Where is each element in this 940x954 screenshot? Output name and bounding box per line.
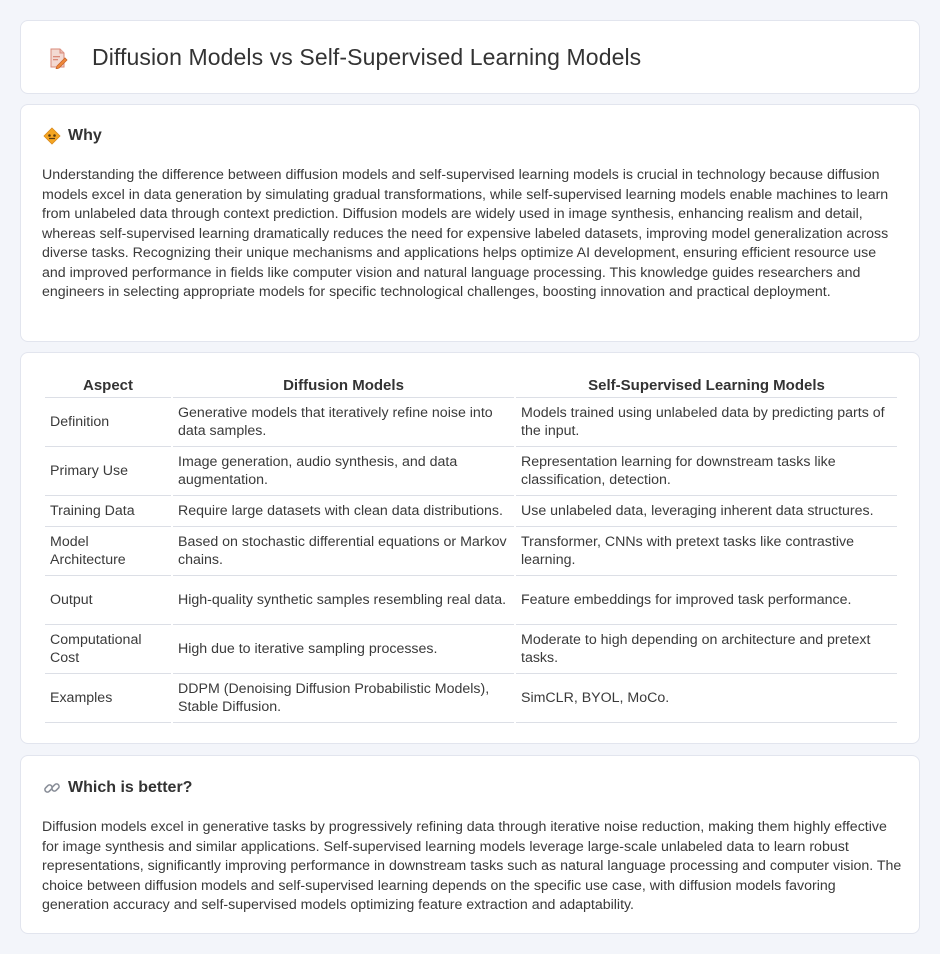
- aspect-cell: Examples: [45, 674, 171, 723]
- aspect-cell: Output: [45, 576, 171, 625]
- document-pencil-icon: [47, 47, 69, 69]
- title-card: [20, 20, 920, 94]
- which-is-better-section: [20, 755, 920, 934]
- self-supervised-cell: Transformer, CNNs with pretext tasks like contrastive learning.: [516, 527, 897, 576]
- table-row: [45, 625, 897, 674]
- why-heading: Why: [68, 127, 102, 144]
- aspect-cell: Definition: [45, 398, 171, 447]
- diffusion-cell: Generative models that iteratively refine noise into data samples.: [173, 398, 514, 447]
- diffusion-cell: High due to iterative sampling processes.: [173, 625, 514, 674]
- why-section: [20, 104, 920, 342]
- comparison-table: [43, 373, 899, 723]
- header-self-supervised: Self-Supervised Learning Models: [516, 373, 897, 398]
- diffusion-cell: DDPM (Denoising Diffusion Probabilistic Models), Stable Diffusion.: [173, 674, 514, 723]
- self-supervised-cell: Moderate to high depending on architecture and pretext tasks.: [516, 625, 897, 674]
- self-supervised-cell: Representation learning for downstream tasks like classification, detection.: [516, 447, 897, 496]
- self-supervised-cell: Models trained using unlabeled data by predicting parts of the input.: [516, 398, 897, 447]
- comparison-table-card: [20, 352, 920, 744]
- aspect-cell: Computational Cost: [45, 625, 171, 674]
- table-row: [45, 447, 897, 496]
- aspect-cell: Primary Use: [45, 447, 171, 496]
- why-paragraph: Understanding the difference between diffusion models and self-supervised learning models is crucial in technology because diffusion models excel in data generation by simulating gradual transformations, while self-supervised learning models enable machines to learn from unlabeled data through context prediction. Diffusion models are widely used in image synthesis, enhancing realism and detail, whereas self-supervised learning dramatically reduces the need for expensive labeled datasets, improving model generalization across diverse tasks. Recognizing their unique mechanisms and applications helps optimize AI development, ensuring efficient resource use and improved performance in fields like computer vision and natural language processing. This knowledge guides researchers and engineers in selecting appropriate models for specific technological challenges, boosting innovation and practical deployment.: [42, 167, 889, 300]
- table-row: [45, 674, 897, 723]
- better-heading: Which is better?: [68, 779, 193, 796]
- header-diffusion: Diffusion Models: [173, 373, 514, 398]
- self-supervised-cell: SimCLR, BYOL, MoCo.: [516, 674, 897, 723]
- diffusion-cell: High-quality synthetic samples resembling real data.: [173, 576, 514, 625]
- table-header-row: [45, 373, 897, 398]
- link-icon: [43, 779, 61, 797]
- diffusion-cell: Image generation, audio synthesis, and data augmentation.: [173, 447, 514, 496]
- table-row: [45, 527, 897, 576]
- table-row: [45, 496, 897, 527]
- better-paragraph: Diffusion models excel in generative tasks by progressively refining data through iterative noise reduction, making them highly effective for image synthesis and similar applications. Self-supervised learning models leverage large-scale unlabeled data to learn robust representations, significantly improving performance in downstream tasks such as natural language processing and computer vision. The choice between diffusion models and self-supervised learning depends on the specific use case, with diffusion models favoring generation accuracy and self-supervised models optimizing feature extraction and adaptability.: [42, 819, 902, 913]
- aspect-cell: Model Architecture: [45, 527, 171, 576]
- self-supervised-cell: Feature embeddings for improved task performance.: [516, 576, 897, 625]
- why-heading-row: [43, 127, 102, 145]
- diffusion-cell: Require large datasets with clean data distributions.: [173, 496, 514, 527]
- page-title: Diffusion Models vs Self-Supervised Learning Models: [92, 44, 642, 70]
- table-row: [45, 576, 897, 625]
- aspect-cell: Training Data: [45, 496, 171, 527]
- table-row: [45, 398, 897, 447]
- diamond-sign-icon: [43, 127, 61, 145]
- header-aspect: Aspect: [45, 373, 171, 398]
- self-supervised-cell: Use unlabeled data, leveraging inherent data structures.: [516, 496, 897, 527]
- diffusion-cell: Based on stochastic differential equations or Markov chains.: [173, 527, 514, 576]
- better-heading-row: [43, 779, 192, 797]
